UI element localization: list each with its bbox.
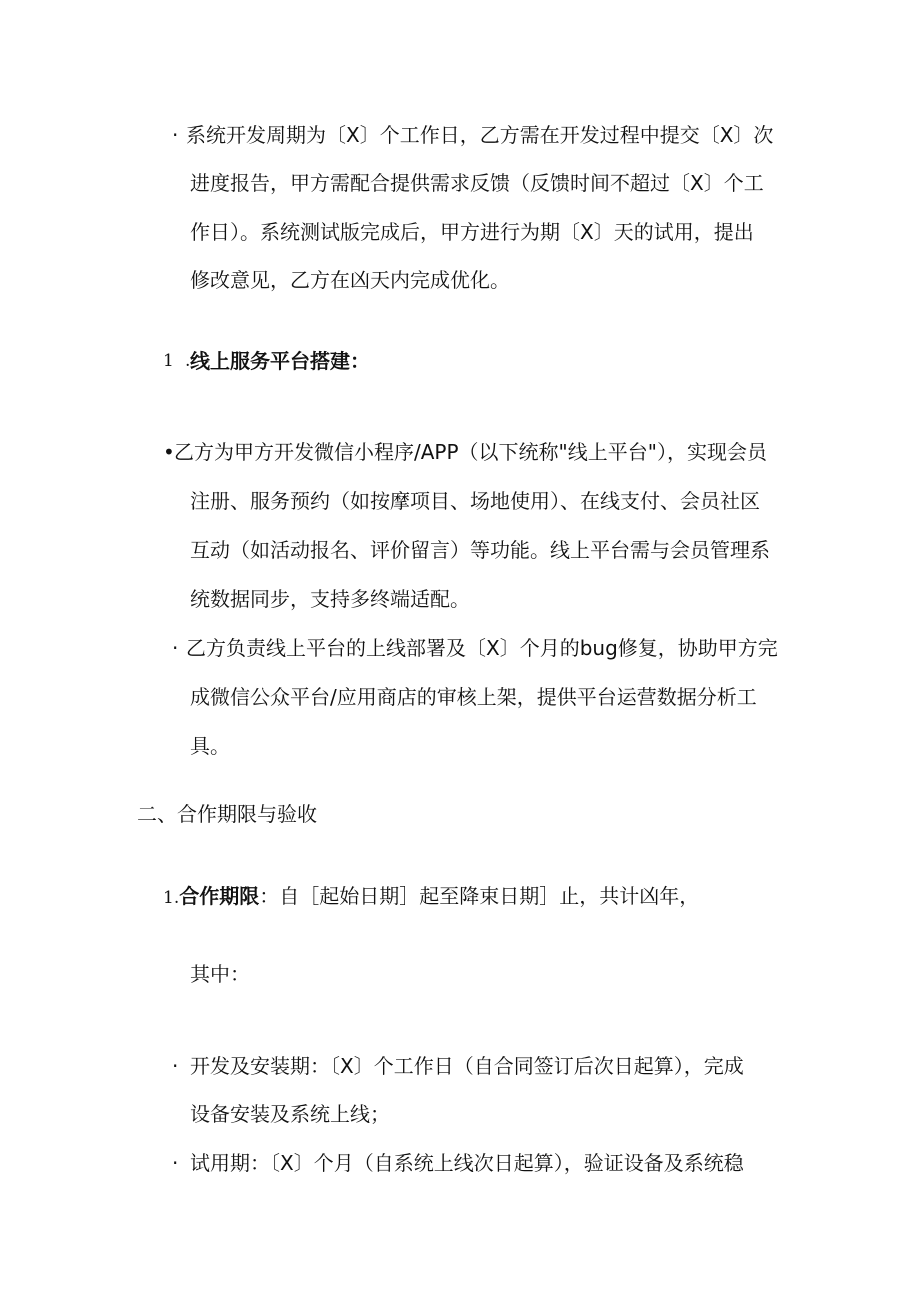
bullet-marker: •: [163, 440, 175, 464]
paragraph-line: 进度报告，甲方需配合提供需求反馈（反馈时间不超过〔X〕个工: [190, 171, 764, 195]
term-number: 1.: [163, 888, 180, 908]
paragraph-line: 成微信公众平台/应用商店的审核上架，提供平台运营数据分析工: [190, 685, 757, 709]
paragraph-line: 互动（如活动报名、评价留言）等功能。线上平台需与会员管理系: [190, 538, 770, 562]
paragraph-line: 试用期：〔X〕个月（自系统上线次日起算），验证设备及系统稳: [190, 1151, 744, 1175]
section-title: 二、合作期限与验收: [137, 802, 317, 826]
heading-number: 1: [163, 351, 174, 371]
term-text: ：自［起始日期］起至降束日期］止，共计凶年，: [259, 884, 700, 908]
paragraph-line: 修改意见，乙方在凶天内完成优化。: [190, 268, 510, 292]
paragraph-line: 乙方负责线上平台的上线部署及〔X〕个月的bug修复，协助甲方完: [186, 636, 778, 660]
bullet-marker: ·: [172, 123, 179, 147]
term-continuation: 其中：: [190, 962, 250, 986]
paragraph-line: 系统开发周期为〔X〕个工作日，乙方需在开发过程中提交〔X〕次: [186, 123, 774, 147]
paragraph-line: 开发及安装期：〔X〕个工作日（自合同签订后次日起算），完成: [190, 1054, 744, 1078]
paragraph-line: 统数据同步，支持多终端适配。: [190, 587, 470, 611]
paragraph-line: 注册、服务预约（如按摩项目、场地使用）、在线支付、会员社区: [190, 489, 760, 513]
paragraph-line: 具。: [190, 734, 230, 758]
paragraph-line: 作日）。系统测试版完成后，甲方进行为期〔X〕天的试用，提出: [190, 220, 754, 244]
bullet-marker: ·: [172, 636, 179, 660]
bullet-marker: ·: [172, 1054, 179, 1078]
bullet-marker: ·: [172, 1151, 179, 1175]
section-heading: 线上服务平台搭建：: [190, 349, 370, 373]
paragraph-line: 乙方为甲方开发微信小程序/APP（以下统称"线上平台"），实现会员: [174, 440, 767, 464]
paragraph-line: 设备安装及系统上线；: [190, 1102, 390, 1126]
term-line: [163, 882, 699, 912]
term-label: 合作期限: [179, 884, 260, 908]
heading-dot: .: [185, 351, 191, 371]
